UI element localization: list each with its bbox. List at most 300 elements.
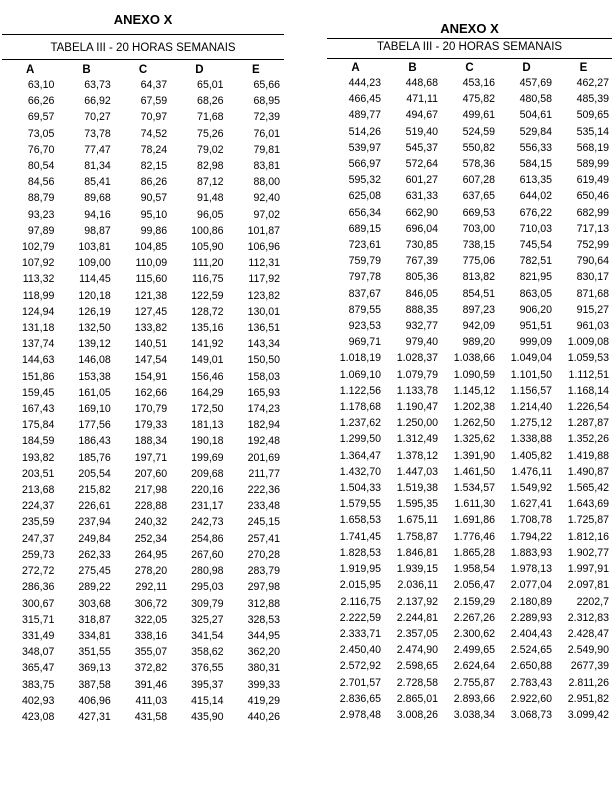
table-row xyxy=(327,253,612,269)
table-cell: 192,48 xyxy=(247,435,280,448)
table-row xyxy=(327,658,612,674)
table-row xyxy=(2,109,284,125)
table-cell: 2.116,75 xyxy=(340,595,381,608)
table-cell: 1.378,12 xyxy=(396,449,438,462)
table-cell: 759,79 xyxy=(348,255,381,268)
table-cell: 220,16 xyxy=(191,484,224,497)
table-cell: 923,53 xyxy=(348,320,381,333)
table-cell: 906,20 xyxy=(519,303,552,316)
table-cell: 1.675,11 xyxy=(397,514,438,527)
table-cell: 74,52 xyxy=(140,127,168,140)
table-cell: 2.865,01 xyxy=(396,692,438,705)
table-cell: 625,08 xyxy=(348,190,381,203)
table-cell: 139,12 xyxy=(78,338,111,351)
table-cell: 480,58 xyxy=(519,93,552,106)
table-cell: 334,81 xyxy=(78,629,111,642)
table-cell: 3.038,34 xyxy=(453,708,495,721)
table-cell: 1.156,57 xyxy=(510,384,552,397)
table-cell: 2.836,65 xyxy=(339,692,381,705)
table-cell: 1.476,11 xyxy=(511,465,552,478)
table-row xyxy=(2,482,284,498)
table-cell: 175,84 xyxy=(21,419,55,432)
divider xyxy=(2,59,284,60)
table-cell: 1.049,04 xyxy=(510,352,552,365)
table-cell: 689,15 xyxy=(348,222,381,235)
table-cell: 395,37 xyxy=(191,678,224,691)
table-cell: 1.122,56 xyxy=(339,384,381,397)
table-row xyxy=(2,401,284,417)
table-cell: 132,50 xyxy=(78,322,111,335)
table-cell: 158,03 xyxy=(247,370,280,383)
table-cell: 341,54 xyxy=(191,629,224,642)
table-cell: 1.595,35 xyxy=(396,498,438,511)
column-header: E xyxy=(579,62,588,74)
table-cell: 1.168,14 xyxy=(567,384,609,397)
table-row xyxy=(327,318,612,334)
table-cell: 275,45 xyxy=(78,565,111,578)
table-cell: 2.811,26 xyxy=(568,676,609,689)
table-row xyxy=(2,320,284,336)
column-header: B xyxy=(408,62,417,74)
table-cell: 226,61 xyxy=(78,500,111,513)
table-cell: 888,35 xyxy=(405,303,438,316)
table-cell: 66,26 xyxy=(27,95,55,108)
table-row xyxy=(2,288,284,304)
divider xyxy=(327,58,612,59)
table-row xyxy=(2,369,284,385)
table-cell: 2.015,95 xyxy=(339,579,381,592)
table-cell: 113,32 xyxy=(22,273,55,286)
table-cell: 169,10 xyxy=(78,403,111,416)
table-cell: 1.112,51 xyxy=(568,368,609,381)
table-cell: 1.865,28 xyxy=(453,546,495,559)
table-cell: 328,53 xyxy=(247,613,280,626)
table-cell: 97,02 xyxy=(253,208,280,221)
table-cell: 415,14 xyxy=(191,694,224,707)
table-row xyxy=(2,579,284,595)
table-cell: 485,39 xyxy=(576,93,609,106)
table-row xyxy=(2,190,284,206)
table-cell: 830,17 xyxy=(576,271,609,284)
table-cell: 90,57 xyxy=(140,192,168,205)
table-cell: 730,85 xyxy=(405,239,438,252)
table-row xyxy=(327,577,612,593)
table-row xyxy=(2,174,284,190)
table-cell: 144,63 xyxy=(21,354,55,367)
table-cell: 97,89 xyxy=(27,224,55,237)
table-cell: 723,61 xyxy=(348,239,381,252)
table-row xyxy=(2,255,284,271)
table-cell: 82,98 xyxy=(197,160,224,173)
table-row xyxy=(327,448,612,464)
table-row xyxy=(327,383,612,399)
table-cell: 1.009,08 xyxy=(567,336,609,349)
table-row xyxy=(2,304,284,320)
table-cell: 1.391,90 xyxy=(453,449,495,462)
table-cell: 951,51 xyxy=(519,320,552,333)
table-cell: 703,00 xyxy=(462,222,495,235)
table-cell: 2.650,88 xyxy=(510,660,552,673)
table-cell: 440,26 xyxy=(247,710,280,723)
table-cell: 224,37 xyxy=(21,500,55,513)
table-cell: 179,33 xyxy=(134,419,168,432)
table-cell: 797,78 xyxy=(348,271,381,284)
table-row xyxy=(327,399,612,415)
table-cell: 182,94 xyxy=(247,419,280,432)
table-cell: 124,94 xyxy=(21,305,55,318)
table-cell: 399,33 xyxy=(247,678,280,691)
table-cell: 295,03 xyxy=(191,581,224,594)
table-cell: 100,86 xyxy=(191,224,224,237)
table-cell: 1.627,41 xyxy=(510,498,552,511)
column-header: B xyxy=(82,64,91,76)
table-row xyxy=(2,93,284,109)
table-cell: 2.893,66 xyxy=(453,692,495,705)
table-cell: 123,82 xyxy=(247,289,280,302)
table-row xyxy=(327,205,612,221)
table-cell: 65,66 xyxy=(253,79,280,91)
table-cell: 2.783,43 xyxy=(510,676,552,689)
table-cell: 257,41 xyxy=(247,532,280,545)
table-cell: 372,82 xyxy=(134,662,168,675)
table-cell: 427,31 xyxy=(78,710,111,723)
table-cell: 607,28 xyxy=(462,174,495,187)
table-cell: 380,31 xyxy=(247,662,280,675)
table-cell: 1.262,50 xyxy=(453,417,495,430)
table-cell: 1.018,19 xyxy=(339,352,381,365)
table-row xyxy=(327,496,612,512)
table-cell: 989,20 xyxy=(462,336,495,349)
table-cell: 2.300,62 xyxy=(453,627,495,640)
table-cell: 369,13 xyxy=(78,662,111,675)
table-cell: 331,49 xyxy=(21,629,55,642)
table-cell: 1.250,00 xyxy=(396,417,438,430)
table-cell: 72,39 xyxy=(253,111,280,124)
table-cell: 76,70 xyxy=(27,143,55,156)
table-cell: 88,79 xyxy=(27,192,55,205)
table-row xyxy=(2,644,284,660)
table-cell: 1.214,40 xyxy=(510,401,552,414)
table-cell: 453,16 xyxy=(462,77,495,89)
table-cell: 2.244,81 xyxy=(396,611,438,624)
table-cell: 237,94 xyxy=(78,516,111,529)
table-cell: 161,05 xyxy=(78,386,111,399)
divider xyxy=(327,38,612,39)
table-row xyxy=(327,642,612,658)
table-cell: 190,18 xyxy=(191,435,224,448)
table-cell: 383,75 xyxy=(21,678,55,691)
table-cell: 184,59 xyxy=(21,435,55,448)
table-cell: 325,27 xyxy=(191,613,224,626)
table-row xyxy=(2,417,284,433)
table-cell: 1.794,22 xyxy=(510,530,552,543)
table-cell: 431,58 xyxy=(134,710,168,723)
table-cell: 270,28 xyxy=(247,548,280,561)
table-cell: 115,60 xyxy=(135,273,168,286)
table-row xyxy=(327,75,612,91)
table-row xyxy=(2,385,284,401)
table-cell: 272,72 xyxy=(21,565,55,578)
table-title: TABELA III - 20 HORAS SEMANAIS xyxy=(50,42,236,54)
table-cell: 106,96 xyxy=(247,241,280,254)
table-cell: 2.549,90 xyxy=(567,644,609,657)
table-row xyxy=(2,158,284,174)
table-cell: 217,98 xyxy=(134,484,168,497)
table-cell: 1.038,66 xyxy=(453,352,495,365)
table-cell: 222,36 xyxy=(247,484,280,497)
table-cell: 79,81 xyxy=(253,143,280,156)
table-cell: 423,08 xyxy=(21,710,55,723)
table-cell: 745,54 xyxy=(519,239,552,252)
table-cell: 231,17 xyxy=(191,500,224,513)
table-cell: 1.325,62 xyxy=(453,433,495,446)
table-cell: 199,69 xyxy=(191,451,224,464)
table-cell: 252,34 xyxy=(134,532,168,545)
table-cell: 566,97 xyxy=(348,158,381,171)
table-cell: 75,26 xyxy=(197,127,224,140)
table-cell: 504,61 xyxy=(519,109,552,122)
table-cell: 376,55 xyxy=(191,662,224,675)
table-cell: 1.565,42 xyxy=(567,482,609,495)
table-cell: 1.549,92 xyxy=(510,482,552,495)
table-row xyxy=(327,529,612,545)
table-cell: 2.524,65 xyxy=(510,644,552,657)
table-cell: 150,50 xyxy=(247,354,280,367)
table-cell: 254,86 xyxy=(191,532,224,545)
table-cell: 264,95 xyxy=(134,548,168,561)
table-cell: 93,23 xyxy=(27,208,55,221)
table-cell: 94,16 xyxy=(84,208,111,221)
table-row xyxy=(2,628,284,644)
table-cell: 67,59 xyxy=(140,95,168,108)
table-cell: 717,13 xyxy=(576,222,609,235)
table-cell: 228,88 xyxy=(134,500,168,513)
table-cell: 315,71 xyxy=(21,613,55,626)
table-cell: 1.287,87 xyxy=(567,417,609,430)
anexo-title: ANEXO X xyxy=(440,21,499,36)
table-cell: 2.701,57 xyxy=(339,676,381,689)
table-cell: 1.691,86 xyxy=(453,514,495,527)
table-row xyxy=(2,498,284,514)
table-cell: 738,15 xyxy=(462,239,495,252)
table-row xyxy=(2,677,284,693)
table-cell: 1.432,70 xyxy=(339,465,381,478)
table-cell: 121,38 xyxy=(134,289,168,302)
table-row xyxy=(2,709,284,725)
table-row xyxy=(2,514,284,530)
table-row xyxy=(327,107,612,123)
table-cell: 170,79 xyxy=(134,403,168,416)
table-cell: 1.579,55 xyxy=(339,498,381,511)
table-row xyxy=(327,221,612,237)
table-row xyxy=(327,350,612,366)
table-cell: 584,15 xyxy=(519,158,552,171)
table-cell: 70,27 xyxy=(84,111,111,124)
table-cell: 782,51 xyxy=(519,255,552,268)
table-row xyxy=(327,286,612,302)
table-row xyxy=(2,466,284,482)
table-cell: 710,03 xyxy=(519,222,552,235)
table-cell: 1.312,49 xyxy=(396,433,438,446)
table-cell: 535,14 xyxy=(576,125,609,138)
table-cell: 863,05 xyxy=(519,287,552,300)
table-cell: 805,36 xyxy=(405,271,438,284)
table-cell: 3.099,42 xyxy=(567,708,609,721)
table-cell: 309,79 xyxy=(191,597,224,610)
table-cell: 676,22 xyxy=(519,206,552,219)
table-cell: 96,05 xyxy=(197,208,224,221)
table-cell: 1.708,78 xyxy=(510,514,552,527)
table-cell: 130,01 xyxy=(247,305,280,318)
table-cell: 362,20 xyxy=(247,646,280,659)
table-cell: 391,46 xyxy=(134,678,168,691)
table-cell: 322,05 xyxy=(134,613,168,626)
table-cell: 2.499,65 xyxy=(453,644,495,657)
table-cell: 80,54 xyxy=(27,160,55,173)
table-row xyxy=(327,691,612,707)
table-cell: 69,57 xyxy=(27,111,55,124)
table-cell: 519,40 xyxy=(405,125,438,138)
divider xyxy=(2,34,284,35)
table-cell: 2.137,92 xyxy=(396,595,438,608)
table-cell: 181,13 xyxy=(191,419,224,432)
table-cell: 1.338,88 xyxy=(510,433,552,446)
table-cell: 1.237,62 xyxy=(339,417,381,430)
table-cell: 140,51 xyxy=(134,338,168,351)
table-cell: 644,02 xyxy=(519,190,552,203)
table-cell: 2.159,29 xyxy=(453,595,495,608)
table-cell: 66,92 xyxy=(84,95,111,108)
table-cell: 637,65 xyxy=(462,190,495,203)
table-cell: 589,99 xyxy=(576,158,609,171)
table-cell: 662,90 xyxy=(405,206,438,219)
table-cell: 259,73 xyxy=(21,548,55,561)
table-cell: 358,62 xyxy=(191,646,224,659)
table-cell: 1.812,16 xyxy=(567,530,609,543)
table-cell: 133,82 xyxy=(134,322,168,335)
table-cell: 95,10 xyxy=(140,208,168,221)
table-cell: 209,68 xyxy=(191,467,224,480)
table-cell: 539,97 xyxy=(348,141,381,154)
table-cell: 682,99 xyxy=(576,206,609,219)
table-cell: 656,34 xyxy=(348,206,381,219)
table-cell: 613,35 xyxy=(519,174,552,187)
table-row xyxy=(2,547,284,563)
table-cell: 2.951,82 xyxy=(567,692,609,705)
table-cell: 141,92 xyxy=(191,338,224,351)
column-header: A xyxy=(26,64,35,76)
table-cell: 63,10 xyxy=(27,79,55,91)
table-cell: 127,45 xyxy=(134,305,168,318)
table-cell: 89,68 xyxy=(84,192,111,205)
table-cell: 118,99 xyxy=(22,289,55,302)
table-cell: 1.828,53 xyxy=(339,546,381,559)
table-cell: 76,01 xyxy=(253,127,280,140)
table-row xyxy=(2,223,284,239)
table-row xyxy=(327,626,612,642)
table-cell: 897,23 xyxy=(462,303,495,316)
table-cell: 111,20 xyxy=(192,257,224,270)
table-cell: 1.776,46 xyxy=(453,530,495,543)
table-cell: 1.461,50 xyxy=(453,465,495,478)
table-row xyxy=(2,693,284,709)
table-row xyxy=(327,269,612,285)
table-cell: 406,96 xyxy=(78,694,111,707)
table-cell: 499,61 xyxy=(462,109,495,122)
table-cell: 1.939,15 xyxy=(396,563,438,576)
table-cell: 147,54 xyxy=(134,354,168,367)
table-cell: 1.299,50 xyxy=(339,433,381,446)
table-cell: 1.978,13 xyxy=(510,563,552,576)
table-cell: 112,31 xyxy=(248,257,280,270)
table-cell: 1.101,50 xyxy=(510,368,552,381)
table-cell: 247,37 xyxy=(21,532,55,545)
table-cell: 149,01 xyxy=(191,354,224,367)
table-cell: 1.643,69 xyxy=(567,498,609,511)
table-row xyxy=(2,207,284,223)
table-cell: 961,03 xyxy=(576,320,609,333)
table-cell: 1.364,47 xyxy=(339,449,381,462)
table-cell: 65,01 xyxy=(197,79,224,91)
table-cell: 167,43 xyxy=(21,403,55,416)
table-cell: 2.357,05 xyxy=(396,627,438,640)
table-row xyxy=(327,545,612,561)
table-cell: 63,73 xyxy=(84,79,111,91)
table-cell: 448,68 xyxy=(405,77,438,89)
table-cell: 2.755,87 xyxy=(453,676,495,689)
table-cell: 1.352,26 xyxy=(567,433,609,446)
table-cell: 494,67 xyxy=(405,109,438,122)
table-cell: 1.419,88 xyxy=(567,449,609,462)
table-cell: 165,93 xyxy=(247,386,280,399)
table-cell: 193,82 xyxy=(21,451,55,464)
table-cell: 915,27 xyxy=(576,303,609,316)
table-cell: 84,56 xyxy=(27,176,55,189)
table-cell: 471,11 xyxy=(406,93,438,106)
table-cell: 1.725,87 xyxy=(567,514,609,527)
table-cell: 2.180,89 xyxy=(510,595,552,608)
table-cell: 2.036,11 xyxy=(397,579,438,592)
table-cell: 351,55 xyxy=(78,646,111,659)
table-cell: 105,90 xyxy=(191,241,224,254)
table-cell: 137,74 xyxy=(21,338,55,351)
table-row xyxy=(2,660,284,676)
table-row xyxy=(2,77,284,93)
header-row xyxy=(327,62,612,75)
table-cell: 550,82 xyxy=(462,141,495,154)
table-cell: 650,46 xyxy=(576,190,609,203)
salary-table-left xyxy=(2,64,284,725)
table-row xyxy=(2,352,284,368)
table-cell: 117,92 xyxy=(248,273,280,286)
table-cell: 2.922,60 xyxy=(510,692,552,705)
table-cell: 245,15 xyxy=(247,516,280,529)
table-cell: 201,69 xyxy=(247,451,280,464)
column-header: D xyxy=(195,64,204,76)
table-cell: 979,40 xyxy=(405,336,438,349)
table-cell: 116,75 xyxy=(191,273,224,286)
table-cell: 107,92 xyxy=(21,257,55,270)
table-cell: 177,56 xyxy=(78,419,111,432)
table-cell: 696,04 xyxy=(405,222,438,235)
table-cell: 475,82 xyxy=(462,93,495,106)
table-cell: 88,00 xyxy=(253,176,280,189)
table-cell: 457,69 xyxy=(519,77,552,89)
table-row xyxy=(2,239,284,255)
table-cell: 1.919,95 xyxy=(339,563,381,576)
table-cell: 83,81 xyxy=(253,160,280,173)
table-cell: 1.611,30 xyxy=(454,498,495,511)
